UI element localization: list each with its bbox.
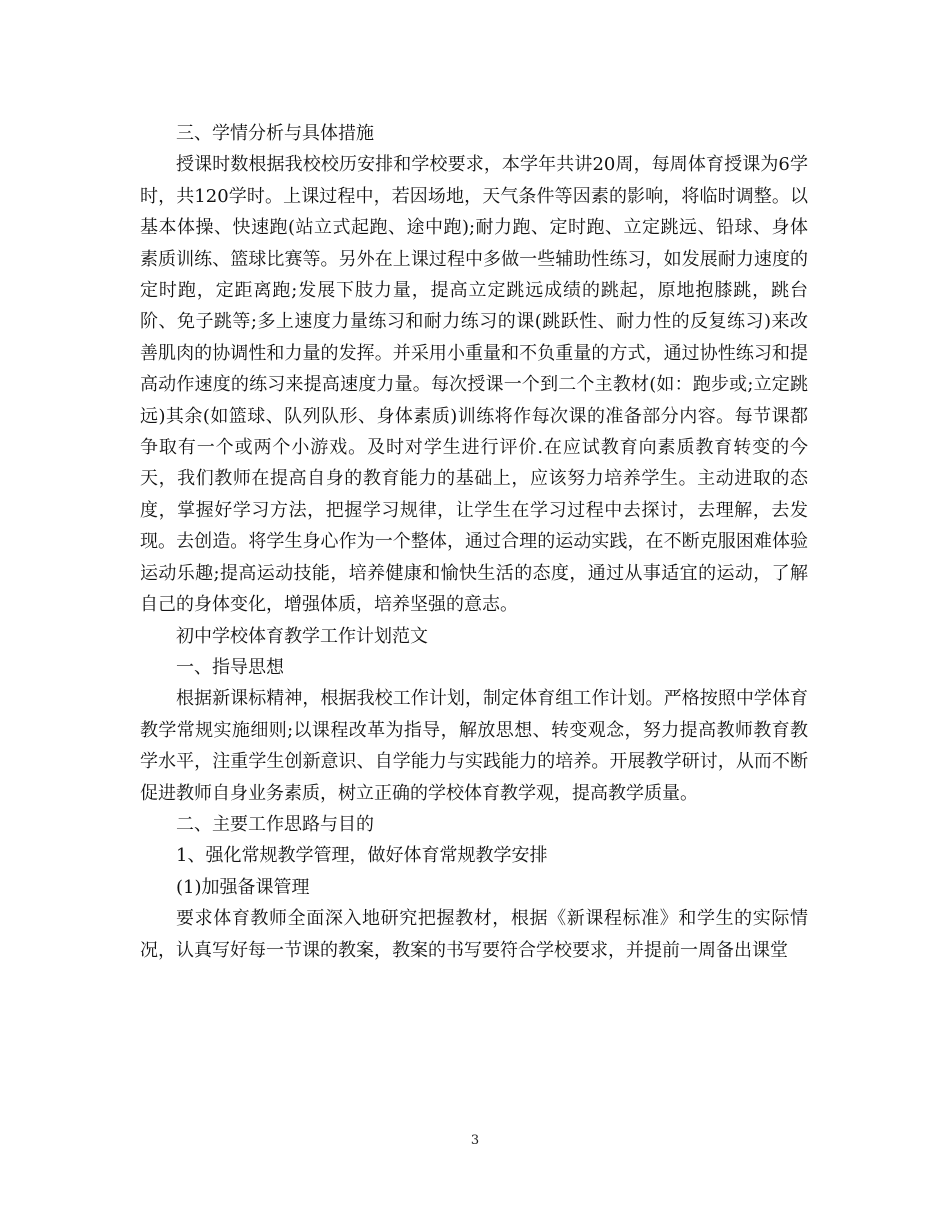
- section-heading-learning-analysis: 三、学情分析与具体措施: [176, 123, 374, 144]
- section-heading-main-ideas: 二、主要工作思路与目的: [176, 813, 374, 835]
- body-paragraph: 授课时数根据我校校历安排和学校要求，本学年共讲20周，每周体育授课为6学时，共120学时。上课过程中，若因场地，天气条件等因素的影响，将临时调整。以基本体操、快速跑(站立式起跑、途中跑);耐力跑、定时跑、立定跳远、铅球、身体素质训练、篮球比赛等。另外在上课过程中多做一些辅助性练习，如发展耐力速度的定时跑，定距离跑;发展下肢力量，提高立定跳远成绩的跳起，原地抱膝跳，跳台阶、免子跳等;多上速度力量练习和耐力练习的课(跳跃性、耐力性的反复练习)来改善肌肉的协调性和力量的发挥。并采用小重量和不负重量的方式，通过协性练习和提高动作速度的练习来提高速度力量。每次授课一个到二个主教材(如：跑步或;立定跳远)其余(如篮球、队列队形、身体素质)训练将作每次课的准备部分内容。每节课都争取有一个或两个小游戏。及时对学生进行评价.在应试教育向素质教育转变的今天，我们教师在提高自身的教育能力的基础上，应该努力培养学生。主动进取的态度，掌握好学习方法，把握学习规律，让学生在学习过程中去探讨，去理解，去发现。去创造。将学生身心作为一个整体，通过合理的运动实践，在不断克服困难体验运动乐趣;提高运动技能，培养健康和愉快生活的态度，通过从事适宜的运动，了解自己的身体变化，增强体质，培养坚强的意志。: [140, 154, 808, 616]
- document-body: [140, 118, 808, 966]
- page-number: 3: [470, 1133, 480, 1148]
- body-paragraph: 要求体育教师全面深入地研究把握教材，根据《新课程标准》和学生的实际情况，认真写好每一节课的教案，教案的书写要符合学校要求，并提前一周备出课堂: [140, 908, 808, 961]
- body-paragraph: 根据新课标精神，根据我校工作计划，制定体育组工作计划。严格按照中学体育教学常规实施细则;以课程改革为指导，解放思想、转变观念，努力提高教师教育教学水平，注重学生创新意识、自学能力与实践能力的培养。开展教学研讨，从而不断促进教师自身业务素质，树立正确的学校体育教学观，提高教学质量。: [140, 688, 808, 804]
- section-heading-guiding-ideology: 一、指导思想: [176, 656, 284, 678]
- subsection-heading: (1)加强备课管理: [176, 876, 310, 898]
- subsection-heading: 1、强化常规教学管理，做好体育常规教学安排: [176, 845, 548, 867]
- document-title: 初中学校体育教学工作计划范文: [176, 625, 428, 647]
